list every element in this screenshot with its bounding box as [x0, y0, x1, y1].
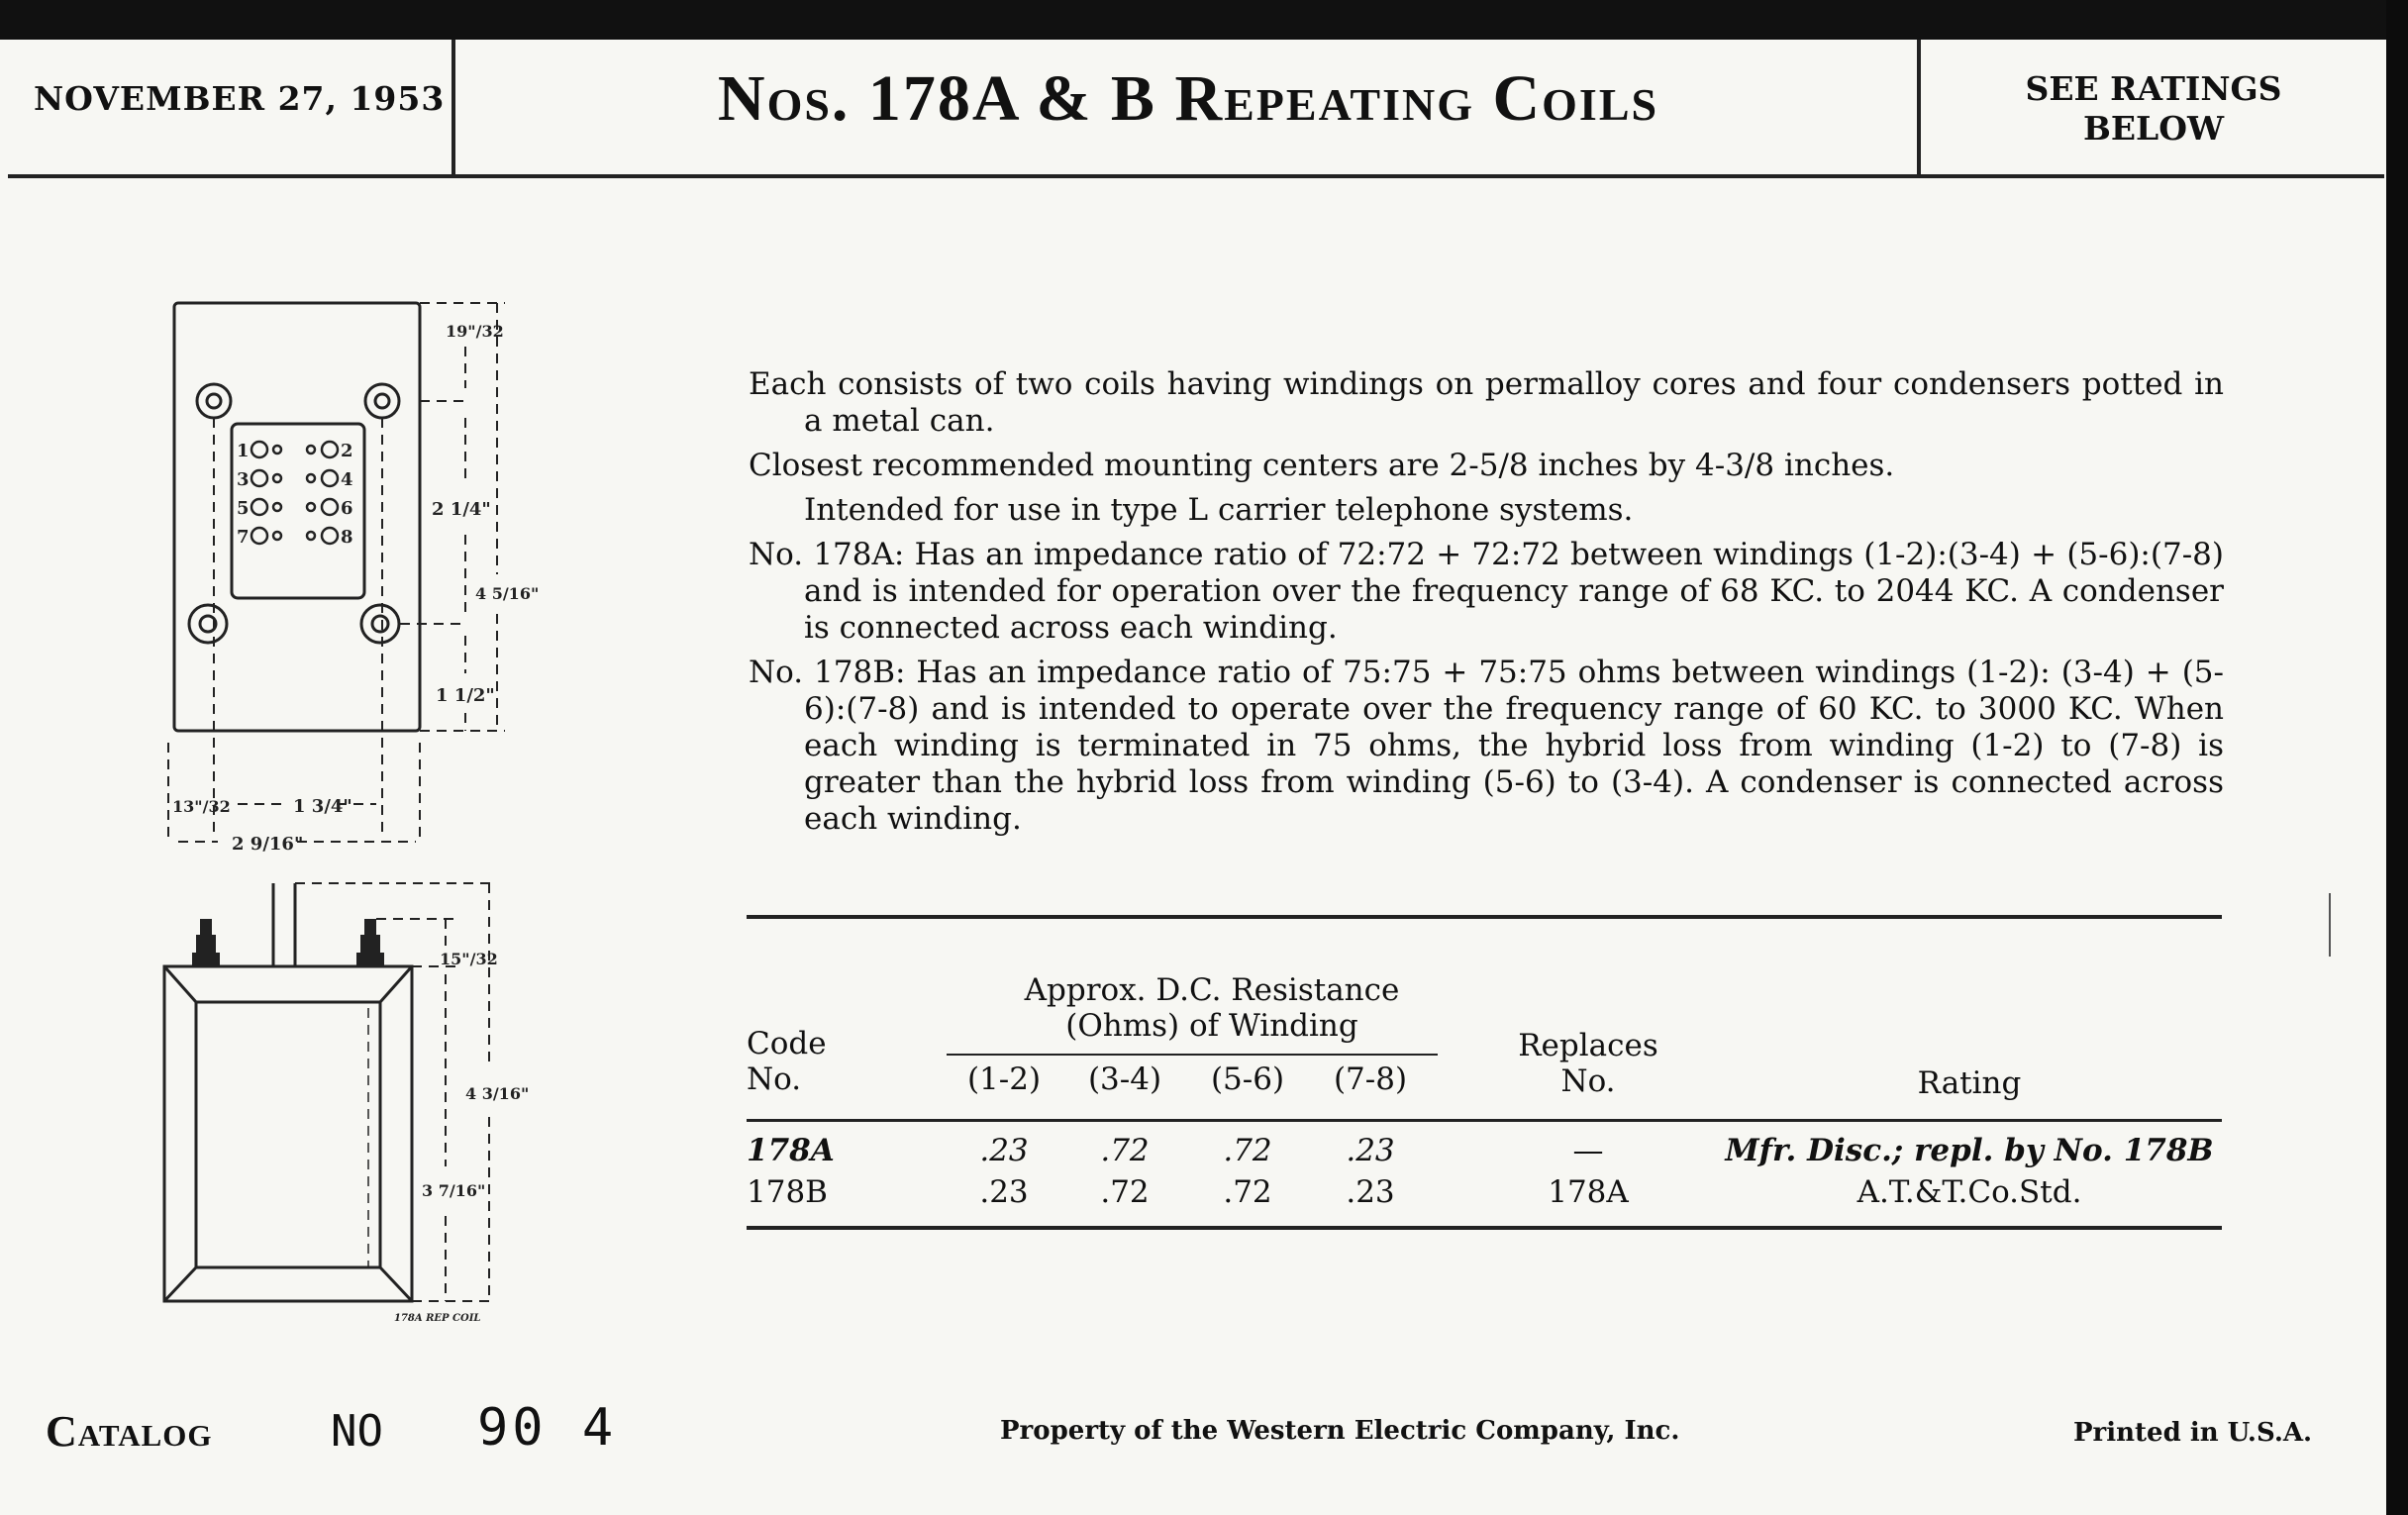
dim-overall-width: 2 9/16" [232, 834, 304, 855]
dim-side-overall-height: 4 3/16" [465, 1084, 530, 1103]
dim-terminal-height: 15"/32 [440, 950, 498, 968]
ratings-note-line1: SEE RATINGS [2025, 69, 2282, 108]
terminal-label: 2 [341, 441, 353, 461]
dim-overall-height: 4 5/16" [475, 584, 540, 603]
group-header-rule [947, 1054, 1438, 1056]
description-mounting: Closest recommended mounting centers are 2-5/8 inches by 4-3/8 inches. [749, 448, 1895, 483]
terminal-label: 6 [341, 498, 353, 519]
rating-header: Rating [1917, 1065, 2022, 1101]
dim-left-offset: 13"/32 [172, 797, 231, 816]
mounting-hole [197, 384, 231, 418]
row-178a-replaces: — [1572, 1133, 1604, 1168]
row-178b-w56: .72 [1223, 1174, 1272, 1210]
description-178b: No. 178B: Has an impedance ratio of 75:75 + 75:75 ohms between windings (1-2): (3-4) + (5-6):(7-8) and is intended to operate over the frequency range of 60 KC. to 3000 KC. When each winding is terminated in 75 ohms, the hybrid loss from winding (1-2) to (7-8) is greater than the hybrid loss from winding (5-6) to (3-4). A condenser is connected across each winding. [749, 655, 2224, 837]
row-178a-code: 178A [747, 1133, 835, 1168]
terminal-post-left [192, 919, 220, 966]
code-header-line1: Code [747, 1026, 827, 1061]
terminal-label: 5 [237, 498, 250, 519]
catalog-page [0, 40, 2386, 1515]
drawing-caption: 178A REP COIL [394, 1313, 481, 1324]
row-178a-w78: .23 [1346, 1133, 1395, 1168]
row-178b-code: 178B [747, 1174, 828, 1210]
terminal-label: 3 [237, 469, 250, 490]
dim-vertical-spacing: 2 1/4" [432, 499, 491, 520]
page-title: Nos. 178A & B Repeating Coils [717, 62, 1659, 135]
mounting-hole [189, 605, 227, 643]
side-view-drawing [149, 879, 564, 1394]
mounting-hole [365, 384, 399, 418]
header-rule [8, 174, 2384, 178]
dim-top-offset: 19"/32 [446, 322, 504, 341]
dim-lower-offset: 1 1/2" [436, 685, 495, 706]
terminal-label: 4 [341, 469, 353, 490]
dim-can-height: 3 7/16" [422, 1181, 486, 1200]
can-outline-top [174, 303, 420, 731]
col-header-3-4: (3-4) [1087, 1061, 1162, 1097]
header-bar [0, 40, 2386, 178]
terminal-label: 8 [341, 527, 353, 548]
row-178b-replaces: 178A [1548, 1174, 1629, 1210]
catalog-number: 90 4 [477, 1398, 618, 1458]
terminal-post-right [356, 919, 384, 966]
resistance-table [747, 915, 2222, 1242]
replaces-header-line2: No. [1560, 1063, 1616, 1099]
printed-notice: Printed in U.S.A. [2073, 1418, 2313, 1448]
terminal-label: 1 [237, 441, 250, 461]
top-view-drawing [149, 277, 564, 891]
mounting-hole [361, 605, 399, 643]
row-178b-w78: .23 [1346, 1174, 1395, 1210]
col-header-7-8: (7-8) [1333, 1061, 1408, 1097]
property-notice: Property of the Western Electric Company, Inc. [1000, 1416, 1680, 1446]
margin-mark [2329, 893, 2331, 957]
col-header-5-6: (5-6) [1210, 1061, 1285, 1097]
row-178b-w34: .72 [1100, 1174, 1150, 1210]
terminal-label: 7 [237, 527, 250, 548]
table-header-rule [747, 1119, 2222, 1122]
row-178a-rating: Mfr. Disc.; repl. by No. 178B [1725, 1133, 2214, 1168]
col-header-1-2: (1-2) [966, 1061, 1042, 1097]
replaces-header-line1: Replaces [1518, 1028, 1658, 1063]
table-bottom-rule [747, 1226, 2222, 1230]
group-header-line2: (Ohms) of Winding [1065, 1008, 1358, 1044]
ratings-note [1921, 69, 2386, 149]
row-178a-w12: .23 [979, 1133, 1029, 1168]
catalog-no-label: NO [331, 1406, 383, 1457]
table-top-rule [747, 915, 2222, 919]
dim-horizontal-spacing: 1 3/4" [293, 796, 352, 817]
description-general: Each consists of two coils having windings on permalloy cores and four condensers potted in a metal can. [749, 366, 2224, 439]
scan-edge [2386, 0, 2408, 1515]
row-178b-w12: .23 [979, 1174, 1029, 1210]
can-outline-side [164, 966, 412, 1301]
row-178a-w34: .72 [1100, 1133, 1150, 1168]
description [749, 366, 2224, 846]
row-178a-w56: .72 [1223, 1133, 1272, 1168]
description-178a: No. 178A: Has an impedance ratio of 72:72 + 72:72 between windings (1-2):(3-4) + (5-6):(7-8) and is intended for operation over the frequency range of 68 KC. to 2044 KC. A condenser is connected across each winding. [749, 537, 2224, 646]
issue-date: NOVEMBER 27, 1953 [34, 79, 446, 118]
group-header-line1: Approx. D.C. Resistance [1024, 972, 1400, 1008]
catalog-label: Catalog [46, 1407, 213, 1456]
ratings-note-line2: BELOW [2082, 109, 2225, 148]
description-usage: Intended for use in type L carrier telephone systems. [804, 492, 1634, 528]
row-178b-rating: A.T.&T.Co.Std. [1856, 1174, 2082, 1210]
can-inner-bevel [196, 1002, 380, 1267]
code-header-line2: No. [747, 1061, 802, 1097]
